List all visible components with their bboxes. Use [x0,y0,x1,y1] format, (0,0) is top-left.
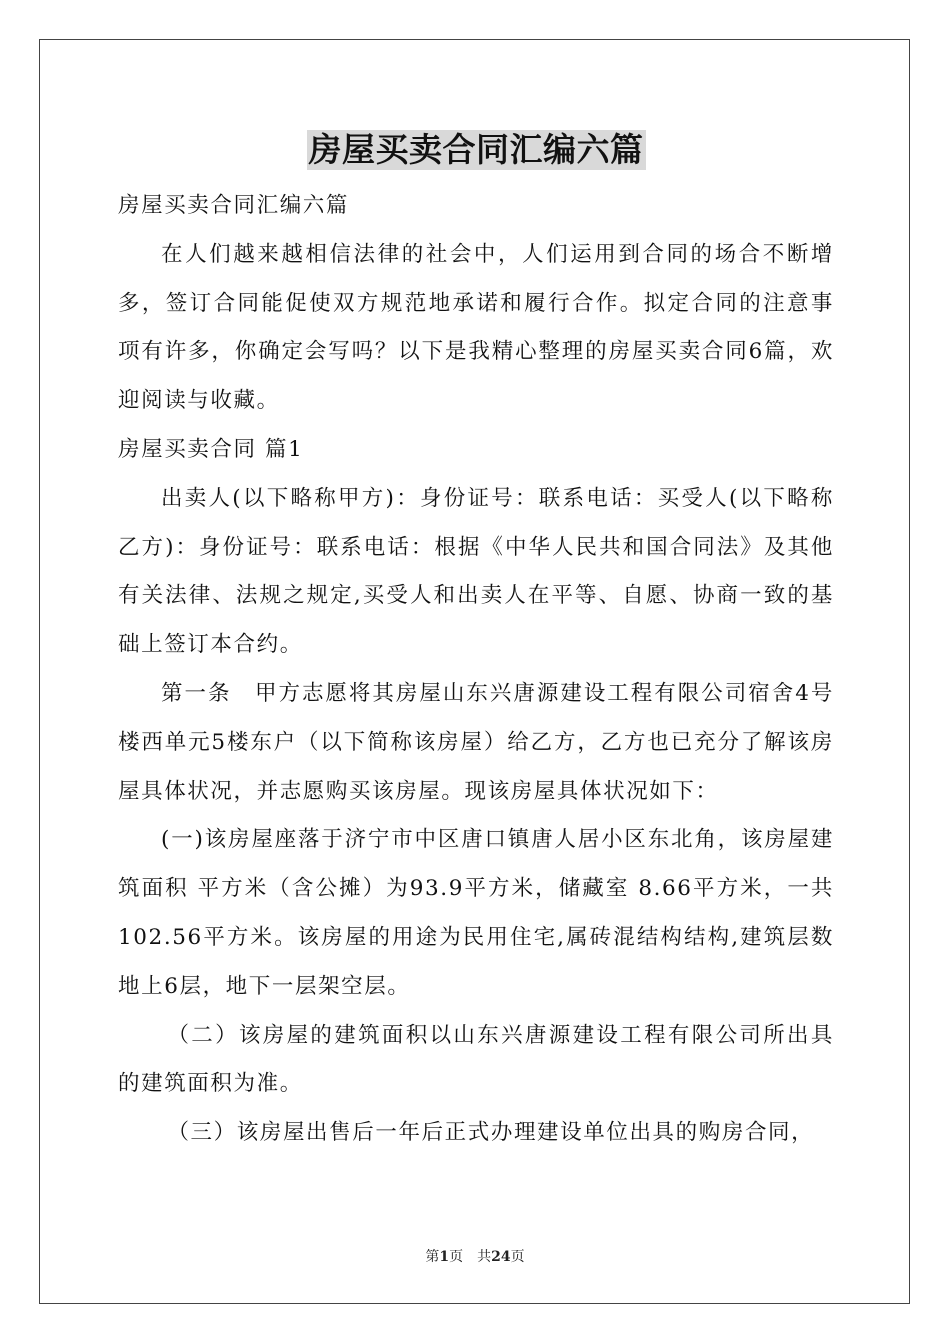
parties-paragraph: 出卖人(以下略称甲方)：身份证号：联系电话：买受人(以下略称乙方)：身份证号：联系电话：根据《中华人民共和国合同法》及其他有关法律、法规之规定,买受人和出卖人在平等、自愿、协商一致的基础上签订本合约。 [118,485,834,658]
document-subtitle: 房屋买卖合同汇编六篇 [118,193,350,218]
page-current: 1 [439,1249,450,1265]
item-3-paragraph: （三）该房屋出售后一年后正式办理建设单位出具的购房合同， [167,1120,815,1146]
page-footer [0,1246,950,1266]
document-body [118,128,834,1158]
page-prefix: 第 [425,1249,440,1265]
item-2-paragraph: （二）该房屋的建筑面积以山东兴唐源建设工程有限公司所出具的建筑面积为准。 [118,1022,834,1097]
page-total: 24 [491,1249,511,1265]
intro-paragraph: 在人们越来越相信法律的社会中，人们运用到合同的场合不断增多，签订合同能促使双方规范地承诺和履行合作。拟定合同的注意事项有许多，你确定会写吗？以下是我精心整理的房屋买卖合同6篇，欢迎阅读与收藏。 [118,241,834,414]
section-heading: 房屋买卖合同 篇1 [118,436,304,462]
page-mid: 页 共 [449,1249,492,1265]
document-title-text: 房屋买卖合同汇编六篇 [308,130,644,169]
document-title [118,128,834,172]
item-1-paragraph: (一)该房屋座落于济宁市中区唐口镇唐人居小区东北角，该房屋建筑面积 平方米（含公摊）为93.9平方米，储藏室 8.66平方米，一共 102.56平方米。该房屋的用途为民用住宅,属砖混结构结构,建筑层数地上6层，地下一层架空层。 [118,827,834,999]
article-1-paragraph: 第一条 甲方志愿将其房屋山东兴唐源建设工程有限公司宿舍4号楼西单元5楼东户（以下简称该房屋）给乙方，乙方也已充分了解该房屋具体状况，并志愿购买该房屋。现该房屋具体状况如下： [118,680,834,804]
page-suffix: 页 [510,1249,525,1265]
